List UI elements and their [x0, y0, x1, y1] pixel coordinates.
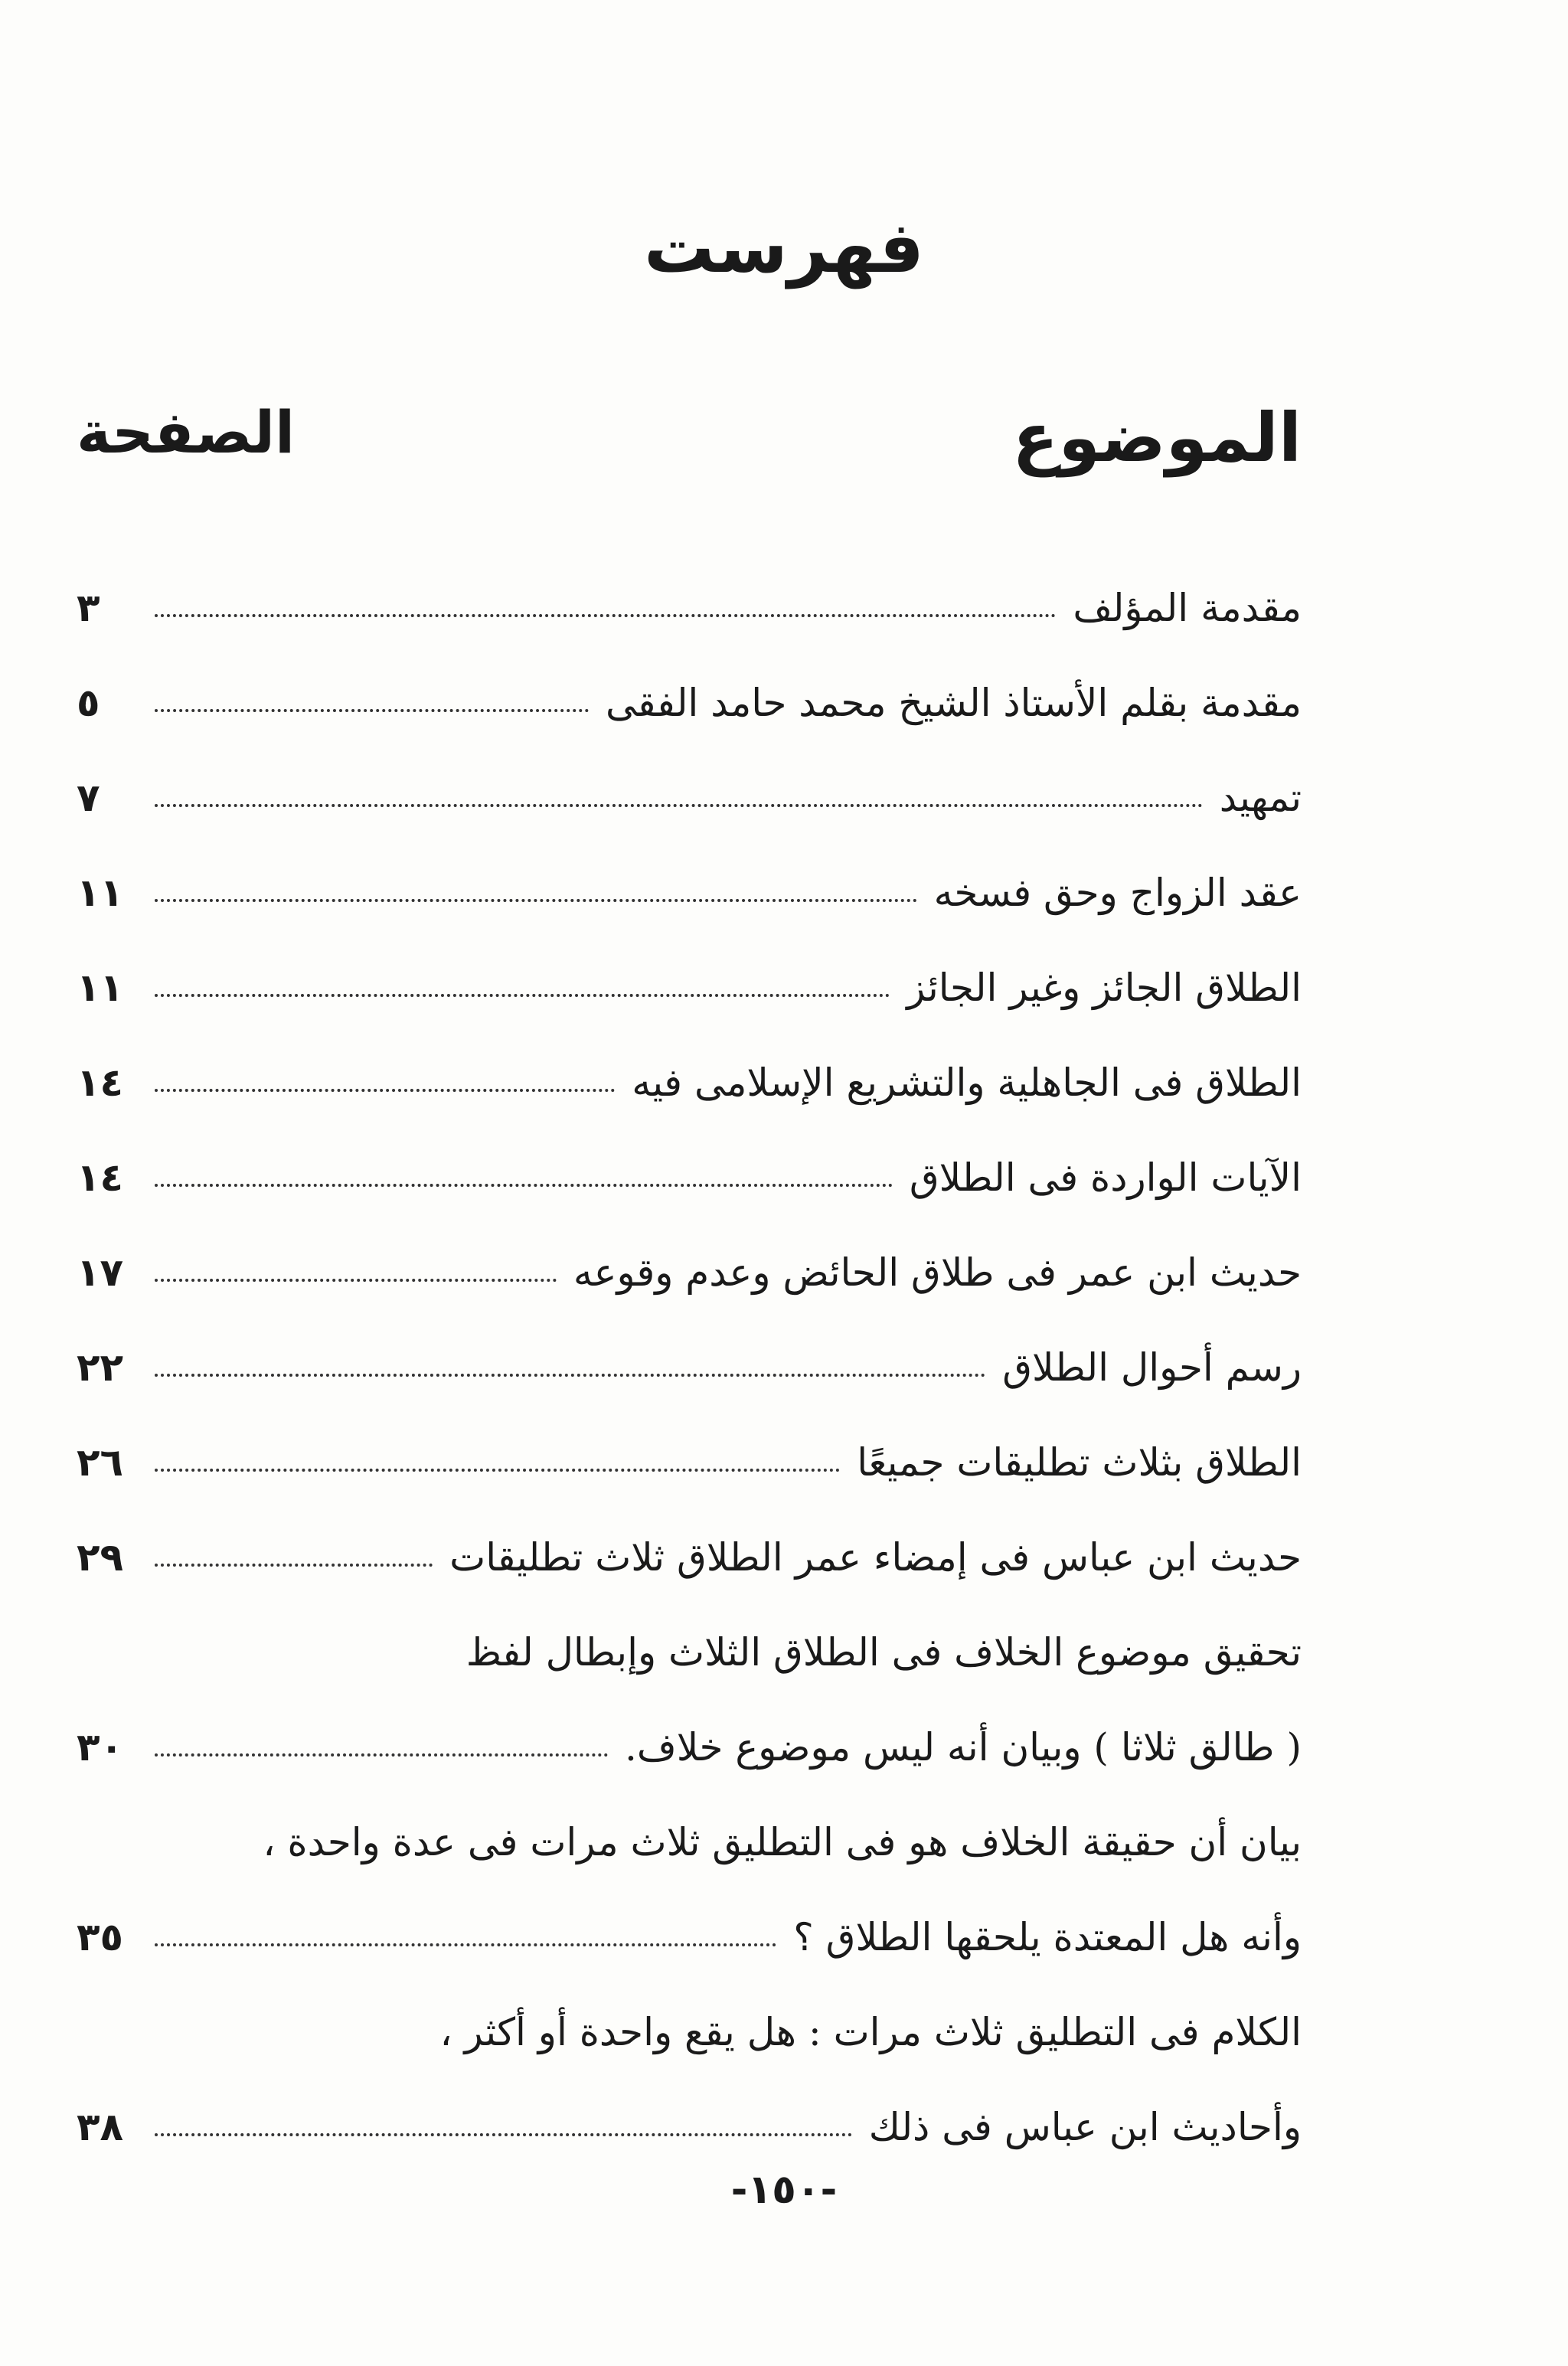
toc-entry-title: الكلام فى التطليق ثلاث مرات : هل يقع واحدة أو أكثر ،	[439, 2010, 1302, 2054]
toc-entry-page: ٢٩	[77, 1535, 124, 1580]
toc-entry-page: ٥	[77, 681, 100, 725]
toc-entry	[77, 1201, 1302, 1296]
page-title: فهرست	[643, 207, 925, 289]
dot-leader	[155, 1753, 608, 1757]
table-of-contents	[77, 536, 1302, 2150]
toc-entry	[77, 1391, 1302, 1485]
dot-leader	[155, 898, 917, 902]
toc-entry	[77, 1865, 1302, 1960]
toc-entry	[77, 2055, 1302, 2150]
dot-leader	[155, 1943, 776, 1946]
toc-entry	[77, 821, 1302, 916]
toc-entry-page: ١٧	[77, 1250, 124, 1295]
toc-entry-page: ٢٢	[77, 1345, 124, 1390]
toc-entry	[77, 916, 1302, 1011]
toc-entry-title: حديث ابن عمر فى طلاق الحائض وعدم وقوعه	[573, 1250, 1302, 1295]
toc-entry-title: تحقيق موضوع الخلاف فى الطلاق الثلاث وإبطال لفظ	[466, 1630, 1302, 1675]
toc-entry-page: ١٤	[77, 1060, 124, 1105]
toc-entry-title: الطلاق الجائز وغير الجائز	[906, 966, 1302, 1010]
toc-entry-title: ( طالق ثلاثا ) وبيان أنه ليس موضوع خلاف.	[624, 1725, 1302, 1770]
toc-entry-title: الطلاق فى الجاهلية والتشريع الإسلامى فيه	[632, 1060, 1302, 1105]
toc-entry	[77, 1011, 1302, 1106]
dot-leader	[155, 1088, 615, 1092]
toc-entry-title: وأحاديث ابن عباس فى ذلك	[868, 2105, 1302, 2149]
toc-entry	[77, 631, 1302, 726]
toc-entry-title: وأنه هل المعتدة يلحقها الطلاق ؟	[793, 1915, 1302, 1959]
toc-entry-title: مقدمة المؤلف	[1073, 586, 1302, 630]
toc-entry-page: ٣٠	[77, 1725, 124, 1770]
toc-entry-title: الطلاق بثلاث تطليقات جميعًا	[857, 1440, 1302, 1485]
dot-leader	[155, 1278, 557, 1282]
toc-entry	[77, 536, 1302, 631]
page-column-heading: الصفحة	[77, 398, 296, 466]
toc-header	[77, 398, 1302, 490]
toc-entry-title: مقدمة بقلم الأستاذ الشيخ محمد حامد الفقى	[605, 681, 1302, 725]
toc-entry-page: ٣٨	[77, 2105, 124, 2149]
dot-leader	[155, 1183, 893, 1187]
toc-entry-title: رسم أحوال الطلاق	[1002, 1345, 1302, 1390]
page-number: -١٥٠-	[730, 2167, 838, 2213]
toc-entry-line	[77, 1960, 1302, 2055]
toc-entry-line	[77, 1770, 1302, 1865]
dot-leader	[155, 1468, 840, 1472]
toc-entry-line	[77, 1580, 1302, 1675]
toc-entry-title: بيان أن حقيقة الخلاف هو فى التطليق ثلاث مرات فى عدة واحدة ،	[263, 1820, 1302, 1864]
toc-entry	[77, 726, 1302, 821]
topic-column-heading: الموضوع	[1012, 398, 1302, 477]
dot-leader	[155, 2132, 852, 2136]
dot-leader	[155, 1373, 985, 1377]
toc-entry-page: ٣٥	[77, 1915, 124, 1959]
toc-entry	[77, 1675, 1302, 1770]
toc-entry	[77, 1296, 1302, 1391]
toc-entry-page: ١١	[77, 966, 124, 1010]
toc-entry-page: ٧	[77, 776, 100, 820]
toc-entry-title: حديث ابن عباس فى إمضاء عمر الطلاق ثلاث تطليقات	[449, 1535, 1302, 1580]
toc-entry	[77, 1485, 1302, 1580]
dot-leader	[155, 803, 1203, 807]
toc-entry	[77, 1106, 1302, 1201]
toc-entry-title: تمهيد	[1219, 776, 1302, 820]
dot-leader	[155, 1563, 433, 1567]
dot-leader	[155, 613, 1056, 617]
toc-entry-page: ١٤	[77, 1155, 124, 1200]
toc-entry-title: عقد الزواج وحق فسخه	[933, 871, 1302, 915]
dot-leader	[155, 708, 589, 712]
toc-entry-page: ١١	[77, 871, 124, 915]
toc-entry-page: ٢٦	[77, 1440, 124, 1485]
toc-entry-title: الآيات الواردة فى الطلاق	[909, 1155, 1302, 1200]
toc-entry-page: ٣	[77, 586, 100, 630]
dot-leader	[155, 993, 890, 997]
